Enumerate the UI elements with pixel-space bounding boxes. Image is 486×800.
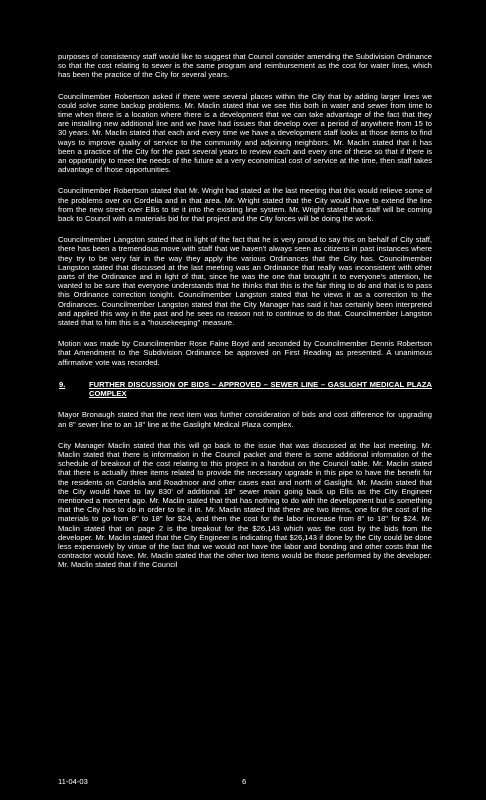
paragraph-6: Mayor Bronaugh stated that the next item was further consideration of bids and cost difference for upgrading an 8" sewer line to an 18" line at the Gaslight Medical Plaza complex. (58, 410, 432, 429)
footer-date: 11-04-03 (58, 777, 88, 786)
page-number: 6 (242, 777, 247, 786)
section-title: FURTHER DISCUSSION OF BIDS – APPROVED – SEWER LINE – GASLIGHT MEDICAL PLAZA COMPLEX (89, 379, 432, 399)
paragraph-3: Councilmember Robertson stated that Mr. Wright had stated at the last meeting that this would relieve some of the problems over on Cordelia and in that area. Mr. Wright stated that the City would have to extend the line from the new street over Ellis to tie it into the existing line system. Mr. Wright stated that staff will be coming back to Council with a materials bid for that project and the City forces will be doing the work. (58, 186, 432, 224)
paragraph-2: Councilmember Robertson asked if there were several places within the City that by adding larger lines we could solve some backup problems. Mr. Maclin stated that we see this both in water and sewer from time to time when there is a location where there is a development that we can take advantage of the fact that they are installing new additional line and we have had issues that develop over a period of anywhere from 15 to 30 years. Mr. Maclin stated that each and every time we have a development staff looks at those items to find ways to improve quality of service to the community and adjoining neighbors. Mr. Maclin stated that it has been a practice of the City for the past several years to review each and every one of these so that if there is an opportunity to meet the needs of the future at a very economical cost of service at the time, then staff takes advantage of those opportunities. (58, 91, 432, 175)
paragraph-1: purposes of consistency staff would like to suggest that Council consider amending the Subdivision Ordinance so that the cost relating to sewer is the same program and reimbursement as the cost for water lines, which has been the practice of the City for several years. (58, 52, 432, 80)
document-body (58, 52, 432, 579)
page-footer (58, 777, 432, 787)
paragraph-4: Councilmember Langston stated that in light of the fact that he is very proud to say this on behalf of City staff, there has been a tremendous move with staff that we haven't always seen as citizens in past instances where they try to be very fair in the way they apply the various Ordinances that the City has. Councilmember Langston stated that discussed at the last meeting was an Ordinance that really was inconsistent with other parts of the Ordinance and in light of that, since he was the one that brought it to everyone's attention, he wanted to be sure that everyone understands that he thinks that this is the fair thing to do and that is to pass this Ordinance correction tonight. Councilmember Langston stated that he views it as a correction to the Ordinances. Councilmember Langston stated that the City Manager has said it has certainly been interpreted and applied this way in the past and he sees no reason not to continue to do that. Councilmember Langston stated that to him this is a "housekeeping" measure. (58, 235, 432, 328)
section-number: 9. (59, 379, 66, 389)
paragraph-5-motion: Motion was made by Councilmember Rose Faine Boyd and seconded by Councilmember Dennis Robertson that Amendment to the Subdivision Ordinance be approved on First Reading as presented. A unanimous affirmative vote was recorded. (58, 339, 432, 367)
section-heading (58, 380, 432, 398)
paragraph-7: City Manager Maclin stated that this will go back to the issue that was discussed at the last meeting. Mr. Maclin stated that there is information in the Council packet and there is some additional information of the schedule of breakout of the cost relating to this project in a handout on the Council table. Mr. Maclin stated that there is actually three items related to provide the necessary upgrade in this pipe to have the benefit for the residents on Cordelia and Roadmoor and other cases east and north of Gaslight. Mr. Maclin stated that the City would have to lay 830' of additional 18" sewer main going back up Ellis as the City Engineer mentioned a moment ago. Mr. Maclin stated that that has nothing to do with the development but is something that the City has to do in order to tie it in. Mr. Maclin stated that there are two items, one for the cost of the materials to go from 8" to 18" for $24, and then the cost for the labor increase from 8" to 18" for $24. Mr. Maclin stated that on page 2 is the breakout for the $26,143 which was the cost by the bids from the developer. Mr. Maclin stated that the City Engineer is indicating that $26,143 if done by the City could be done less expensively by virtue of the fact that we would not have the labor and bonding and other costs that the contractor would have. Mr. Maclin stated that the other two items would be those performed by the developer. Mr. Maclin stated that if the Council (58, 440, 432, 570)
